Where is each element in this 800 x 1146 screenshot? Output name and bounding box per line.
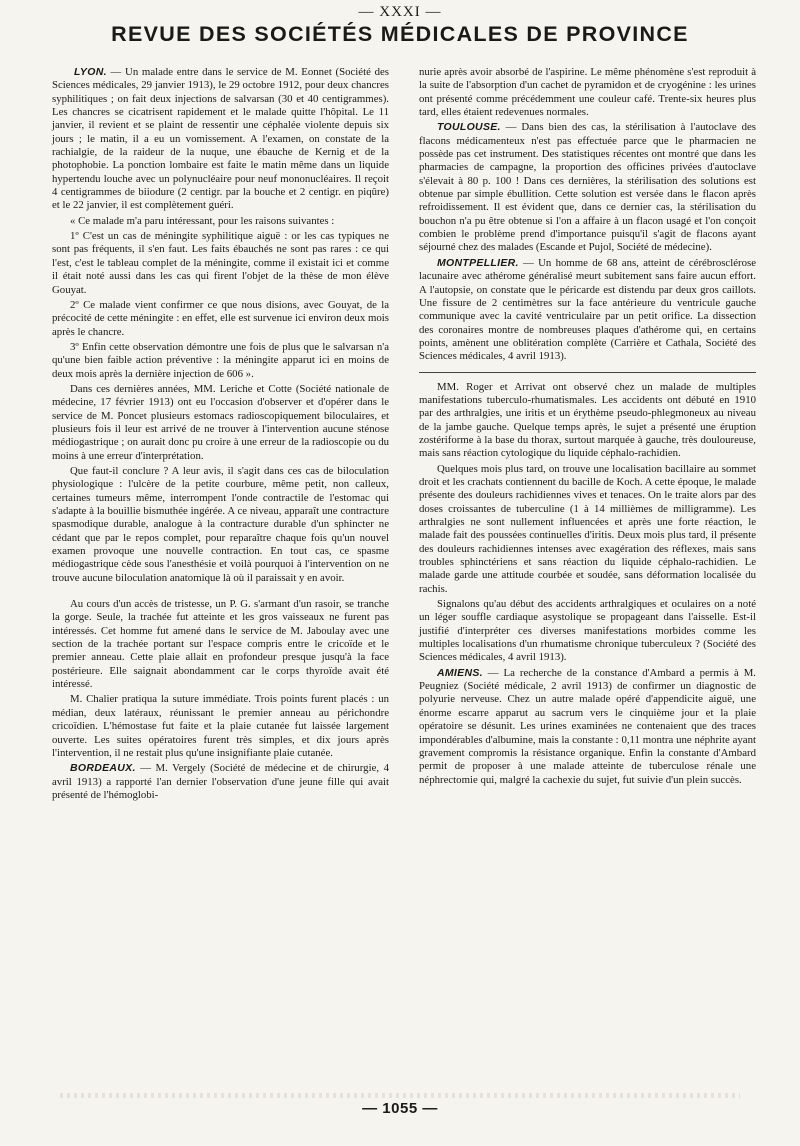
paragraph-text: Dans ces dernières années, MM. Leriche et Cotte (Société nationale de médecine, 17 février 1913) ont eu l'occasion d'observer et d'opérer dans le service de M. Poncet plusieurs estomacs radioscopiquement biloculaires, et plusieurs fois il leur est arrivé de ne trouver à l'intervention aucune sténose médiogastrique ; on aurait donc pu croire à une erreur de la radioscopie ou du moins à une erreur d'interprétation. <box>52 382 389 462</box>
paragraph-amiens <box>419 667 756 787</box>
paragraph <box>52 230 389 297</box>
paragraph <box>52 693 389 760</box>
paragraph-text: Signalons qu'au début des accidents arthralgiques et oculaires on a noté un léger souffle cardiaque asystolique se propageant dans l'aisselle. Est-il justifié d'interpréter ces diverses manifestations morbides comme les multiples localisations d'un rhumatisme chronique tuberculeux ? (Société des Sciences médicales, 4 avril 1913). <box>419 598 756 664</box>
paragraph <box>52 215 389 228</box>
paragraph <box>52 383 389 463</box>
paragraph-toulouse <box>419 121 756 254</box>
print-bleed-through <box>60 1093 740 1098</box>
roman-page-number: — XXXI — <box>358 4 442 20</box>
city-heading: BORDEAUX. <box>70 762 136 775</box>
paragraph-continued <box>419 66 756 119</box>
paragraph-text: Quelques mois plus tard, on trouve une localisation bacillaire au sommet droit et les crachats contiennent du bacille de Koch. A cette époque, le malade présente des douleurs rachidiennes vives et tenaces. On le traite alors par des doses croissantes de tuberculine (1 à 14 millièmes de milligramme). Les arthralgies ne sont nullement influencées et après une forte réaction, le malade fait des poussées continuelles d'iritis. Deux mois plus tard, il présente des douleurs rachidiennes intenses avec exagération des réflexes, mais sans troubles sphinctériens et sans réaction du liquide céphalo-rachidien. Le malade garde une attitude courbée et soudée, sans déformation localisée du rachis. <box>419 462 756 595</box>
right-column <box>419 66 756 789</box>
paragraph-text: — La recherche de la constance d'Ambard a permis à M. Peugniez (Société médicale, 2 avril 1913) de confirmer un diagnostic de polyurie nerveuse. Chez un autre malade opéré d'appendicite aiguë, une énorme escarre apparut au sacrum vers le cinquième jour et la plaie opératoire se désunit. Les urines examinées ne contenaient que des traces impondérables d'albumine, mais la constante : 0,11 montra une néphrite ayant gravement compromis la résistance organique. Enfin la constante d'Ambard permit de proposer à une malade atteinte de tuberculose rénale une néphrectomie qui, malgré la cachexie du sujet, fut suivie d'un plein succès. <box>419 666 756 786</box>
section-title: REVUE DES SOCIÉTÉS MÉDICALES DE PROVINCE <box>111 22 689 46</box>
paragraph-text: 2º Ce malade vient confirmer ce que nous disions, avec Gouyat, de la précocité de cette méningite : en effet, elle est survenue ici environ deux mois après le chancre. <box>52 298 389 338</box>
paragraph-text: 3º Enfin cette observation démontre une fois de plus que le salvarsan n'a qu'une bien faible action préventive : la méningite apparut ici en moins de deux mois après la dernière injection de 606 ». <box>52 340 389 380</box>
paragraph <box>52 598 389 691</box>
paragraph <box>419 598 756 665</box>
page-number: — 1055 — <box>362 1100 438 1117</box>
paragraph <box>419 463 756 596</box>
paragraph-text: — Dans bien des cas, la stérilisation à l'autoclave des flacons médicamenteux n'est pas effectuée parce que le pharmacien ne possède pas cet instrument. Des statistiques récentes ont montré que dans les pharmacies de campagne, la proportion des officines privées d'autoclave s'élevait à 80 p. 100 ! Dans ces dernières, la stérilisation des solutions est obtenue par simple ébullition. Cette solution est versée dans le flacon après refroidissement. Il est évident que, dans ce dernier cas, la stérilisation du bouchon n'a pu être obtenue si l'on a affaire à un flacon usagé et l'on conçoit combien le problème prend d'importance puisqu'il s'agit de flacons ayant séjourné chez des malades (Escande et Pujol, Société de médecine). <box>419 121 756 254</box>
paragraph-text: 1º C'est un cas de méningite syphilitique aiguë : or les cas typiques ne sont pas fréquents, il s'en faut. Les faits ébauchés ne sont pas rares : ce qui l'est, c'est le tableau complet de la méningite, comme il existait ici et comme il était noté aussi dans les cas qui firent l'objet de la thèse de mon élève Gouyat. <box>52 230 389 296</box>
paragraph-text: — Un homme de 68 ans, atteint de cérébrosclérose lacunaire avec athérome généralisé meurt subitement sans faire aucun effort. A l'autopsie, on constate que le péricarde est distendu par deux gros caillots. Une fissure de 2 centimètres sur la face antérieure du ventricule gauche communique avec la cavité ventriculaire par un petit orifice. La dissection des coronaires montre de nombreuses plaques d'athérome qui, en certains points, amènent une oblitération complète (Carrière et Cathala, Société des Sciences médicales, 4 avril 1913). <box>419 256 756 363</box>
city-heading: LYON. <box>74 66 107 78</box>
paragraph-text: Au cours d'un accès de tristesse, un P. G. s'armant d'un rasoir, se tranche la gorge. Seule, la trachée fut atteinte et les gros vaisseaux ne furent pas intéressés. Cet homme fut amené dans le service de M. Jaboulay avec une section de la trachée portant sur l'espace compris entre le cricoïde et le premier anneau. Cette plaie allait en profondeur presque jusqu'à la face postérieure. Elle saignait abondamment car le corps thyroïde avait été intéressé. <box>52 598 389 691</box>
paragraph-text: Que faut-il conclure ? A leur avis, il s'agit dans ces cas de biloculation physiologique : l'ulcère de la petite courbure, même petit, non calleux, certaines tumeurs même, interrompent l'onde contractile de l'estomac qui s'adapte à la bouillie bismuthée ingérée. A ce niveau, apparaît une contracture spasmodique durable, analogue à la contracture durable d'un sphincter ne cédant que par le repos complet, pour reparaître chaque fois qu'un nouvel examen provoque une nouvelle contraction. En tout cas, ce spasme médiogastrique cède sous l'anesthésie et voilà pourquoi à l'intervention on ne trouve aucune biloculation anatomique là où il paraissait y en avoir. <box>52 464 389 584</box>
paragraph-text: M. Chalier pratiqua la suture immédiate. Trois points furent placés : un médian, deux latéraux, réunissant le premier anneau au périchondre cricoïdien. L'hémostase fut faite et la plaie cutanée fut laissée largement ouverte. Les suites opératoires furent très simples, et dix jours après l'intervention, il ne restait plus qu'une insignifiante plaie cutanée. <box>52 693 389 759</box>
paragraph <box>52 299 389 339</box>
section-divider <box>419 372 756 373</box>
city-heading: MONTPELLIER. <box>437 256 519 269</box>
paragraph-text: « Ce malade m'a paru intéressant, pour les raisons suivantes : <box>70 214 335 227</box>
paragraph <box>52 465 389 585</box>
paragraph <box>419 381 756 461</box>
paragraph-bordeaux <box>52 762 389 802</box>
paragraph-montpellier <box>419 257 756 364</box>
paragraph-text: — M. Vergely (Société de médecine et de chirurgie, 4 avril 1913) a rapporté l'an dernier l'observation d'une jeune fille qui avait présenté de l'hémoglobi- <box>52 762 389 801</box>
paragraph-lyon <box>52 66 389 213</box>
paragraph-text: — Un malade entre dans le service de M. Eonnet (Société des Sciences médicales, 29 janvier 1913), le 29 octobre 1912, pour deux chancres syphilitiques ; on fait deux injections de salvarsan (30 et 40 centigrammes). Les chancres se cicatrisent rapidement et le malade quitte l'hôpital. Le 11 janvier, il revient et se plaint de ressentir une céphalée violente depuis six jours ; le matin, il a eu un vomissement. A l'examen, on constate de la rachialgie, de la raideur de la nuque, une ébauche de Kernig et de la photophobie. La ponction lombaire est faite le matin même dans un liquide hypertendu louche avec un polynucléaire pour neuf mononucléaires. Il reçoit 4 centigrammes de biiodure (2 centigr. par la bouche et 2 centigr. en piqûre) et le 22 janvier, il est complètement guéri. <box>52 66 389 212</box>
paragraph-text: MM. Roger et Arrivat ont observé chez un malade de multiples manifestations tuberculo-rhumatismales. Les accidents ont débuté en 1910 par des arthralgies, une iritis et un érythème pseudo-phlegmoneux au niveau de la jambe gauche. Quelque temps après, le sujet a présenté une éruption zostériforme à la base du thorax, surtout marquée à gauche, très douloureuse, mais sans réaction cytologique du liquide céphalo-rachidien. <box>419 380 756 460</box>
paragraph <box>52 341 389 381</box>
paragraph-text: nurie après avoir absorbé de l'aspirine. Le même phénomène s'est reproduit à la suite de l'absorption d'un cachet de pyramidon et de cryogénine : les urines ont présenté comme précédemment une couleur café. Trente-six heures plus tard, elles étaient redevenues normales. <box>419 66 756 119</box>
left-column <box>52 66 389 804</box>
city-heading: TOULOUSE. <box>437 121 501 134</box>
city-heading: AMIENS. <box>437 666 483 679</box>
